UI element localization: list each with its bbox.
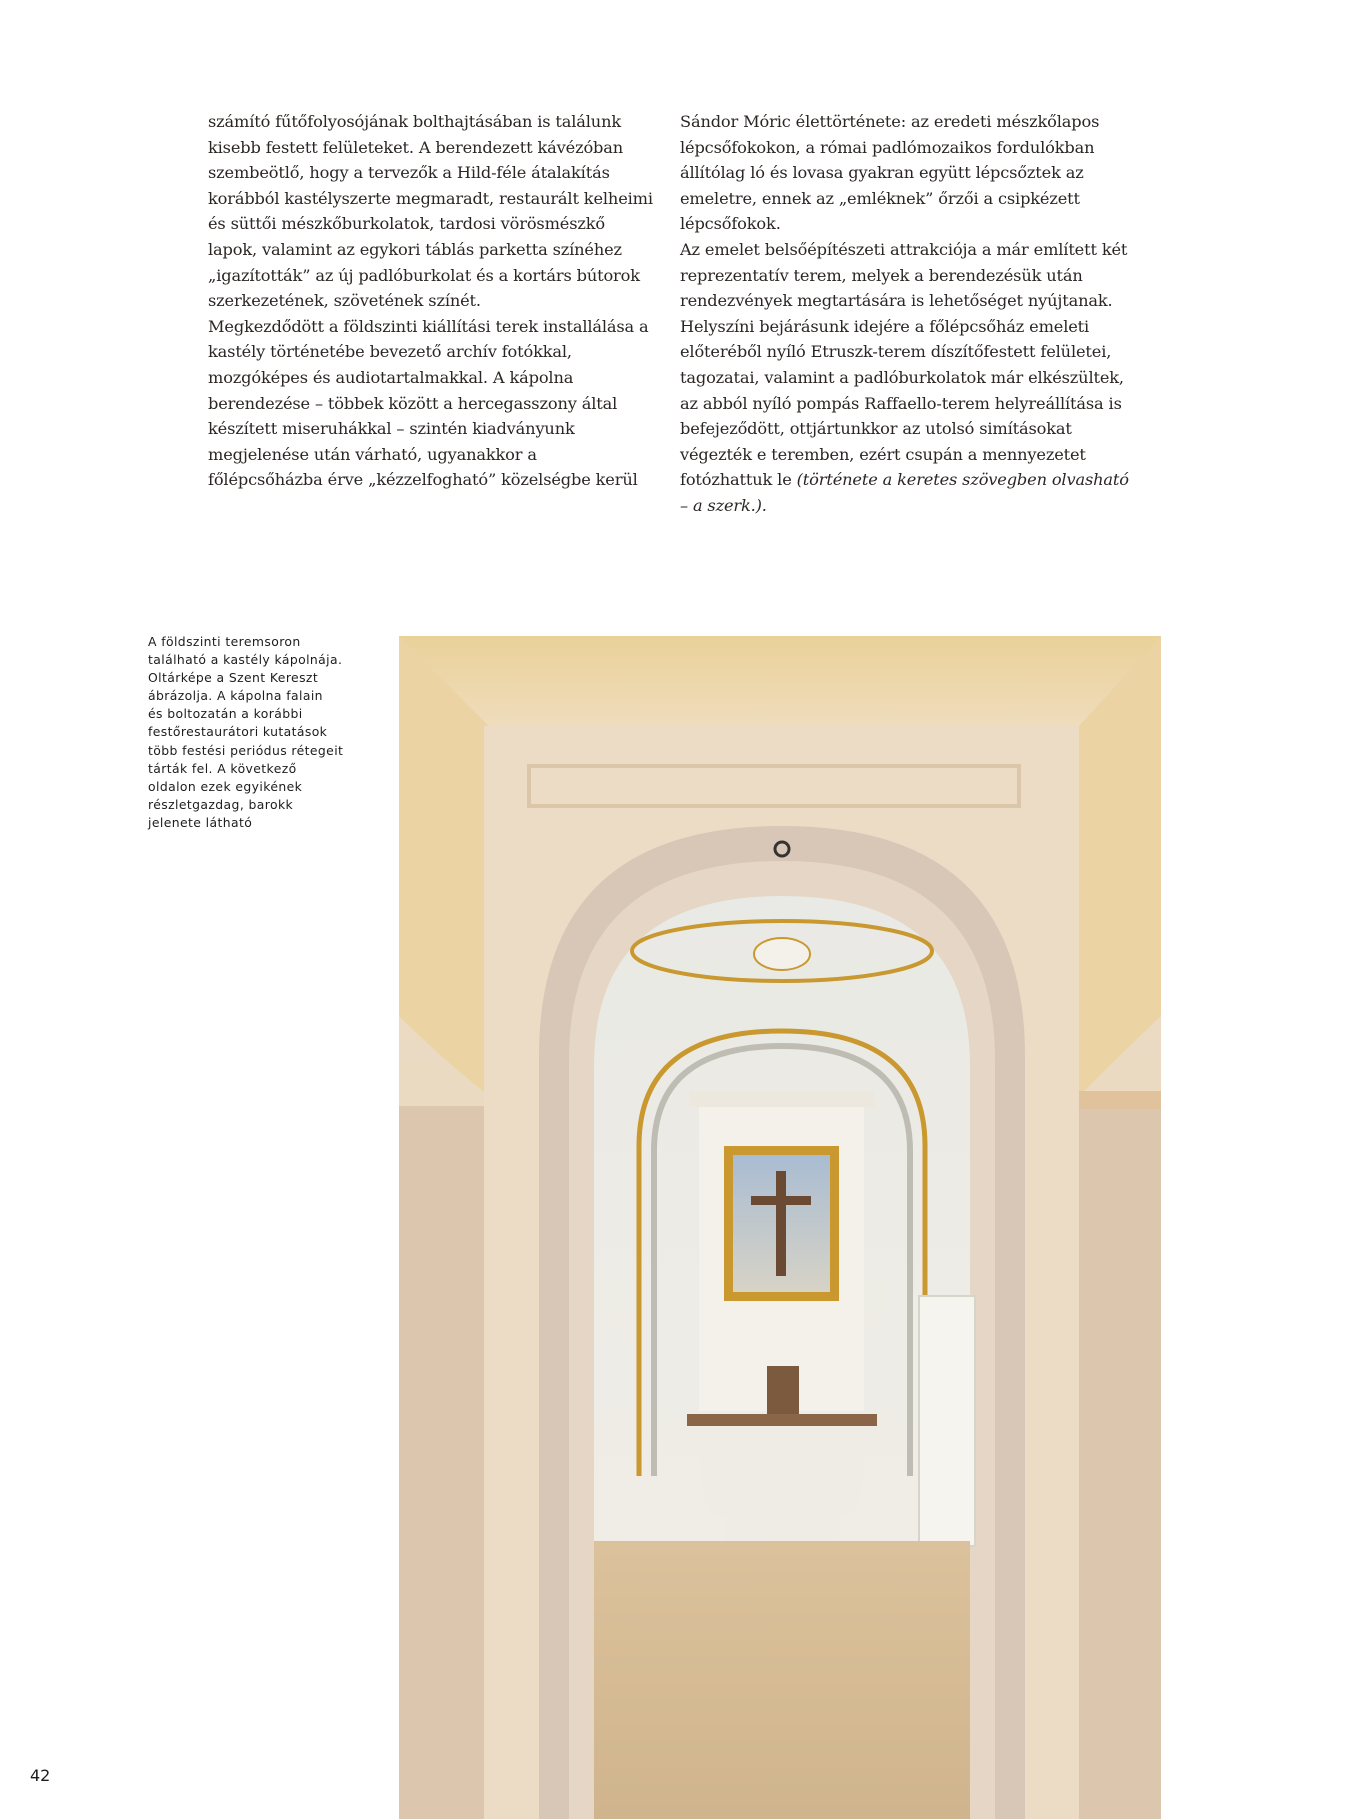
cross-vertical	[776, 1171, 786, 1276]
caption-line: A földszinti teremsoron	[148, 634, 301, 649]
caption-line: Oltárképe a Szent Kereszt	[148, 670, 319, 686]
cornice-right	[1079, 1091, 1161, 1109]
wainscot-right	[1079, 1106, 1161, 1819]
tabernacle	[767, 1366, 799, 1416]
article-paragraph: Az emelet belsőépítészeti attrakciója a már említett két reprezentatív terem, melyek a berendezésük után rendezvények megtartására is lehetőséget nyújtanak.	[680, 239, 1128, 311]
side-door	[919, 1296, 975, 1546]
dome-cartouche	[754, 938, 810, 970]
page-number: 42	[30, 1766, 51, 1785]
caption-line: ábrázolja. A kápolna falain	[148, 688, 323, 704]
caption-line: több festési periódus rétegeit	[148, 742, 344, 758]
caption-line: található a kastély kápolnája.	[148, 652, 343, 668]
article-column-right	[680, 109, 1140, 519]
caption-line: részletgazdag, barokk	[148, 796, 294, 812]
article-paragraph	[680, 314, 1140, 519]
article-paragraph-text: Helyszíni bejárásunk idejére a főlépcsőház emeleti előteréből nyíló Etruszk-terem díszítőfestett felületei, tagozatai, valamint a padlóburkolatok már elkészültek, az abból nyíló pompás Raffaello-terem helyreállítása is befejeződött, ottjártunkkor az utolsó simításokat végezték e teremben, ezért csupán a mennyezetet fotózhattuk le	[680, 316, 1124, 490]
caption-line: tárták fel. A következő	[148, 760, 297, 776]
caption-line: és boltozatán a korábbi	[148, 706, 303, 722]
wainscot-left	[399, 1106, 484, 1819]
caption-line: jelenete látható	[148, 814, 253, 830]
caption-line: festőrestaurátori kutatások	[148, 724, 328, 740]
altar-top	[687, 1414, 877, 1426]
retable-cornice	[689, 1091, 874, 1107]
photo-caption	[148, 633, 380, 832]
article-paragraph: Megkezdődött a földszinti kiállítási terek installálása a kastély történetébe bevezető archív fotókkal, mozgóképes és audiotartalmakkal. A kápolna berendezése – többek között a hercegasszony által készített miseruhákkal – szintén kiadványunk megjelenése után várható, ugyanakkor a főlépcsőházba érve „kézzelfogható” közelségbe kerül	[208, 316, 649, 490]
caption-line: oldalon ezek egyikének	[148, 778, 303, 794]
article-column-left	[208, 109, 654, 493]
editor-note: (története a keretes szövegben olvasható – a szerk.).	[680, 470, 1129, 515]
chapel-floor	[594, 1541, 970, 1819]
article-paragraph: Sándor Móric élettörténete: az eredeti mészkőlapos lépcsőfokokon, a római padlómozaikos fordulókban állítólag ló és lovasa gyakran együtt lépcsőztek az emeletre, ennek az „emléknek” őrzői a csipkézett lépcsőfokok.	[680, 112, 1100, 234]
chapel-photo	[399, 636, 1161, 1819]
vault-ceiling	[399, 636, 1161, 726]
cross-horizontal	[751, 1196, 811, 1205]
article-paragraph: számító fűtőfolyosójának bolthajtásában is találunk kisebb festett felületeket. A berendezett kávézóban szembeötlő, hogy a tervezők a Hild-féle átalakítás korábból kastélyszerte megmaradt, restaurált kelheimi és süttői mészkőburkolatok, tardosi vörösmészkő lapok, valamint az egykori táblás parketta színéhez „igazították” az új padlóburkolat és a kortárs bútorok szerkezetének, szövetének színét.	[208, 112, 653, 311]
